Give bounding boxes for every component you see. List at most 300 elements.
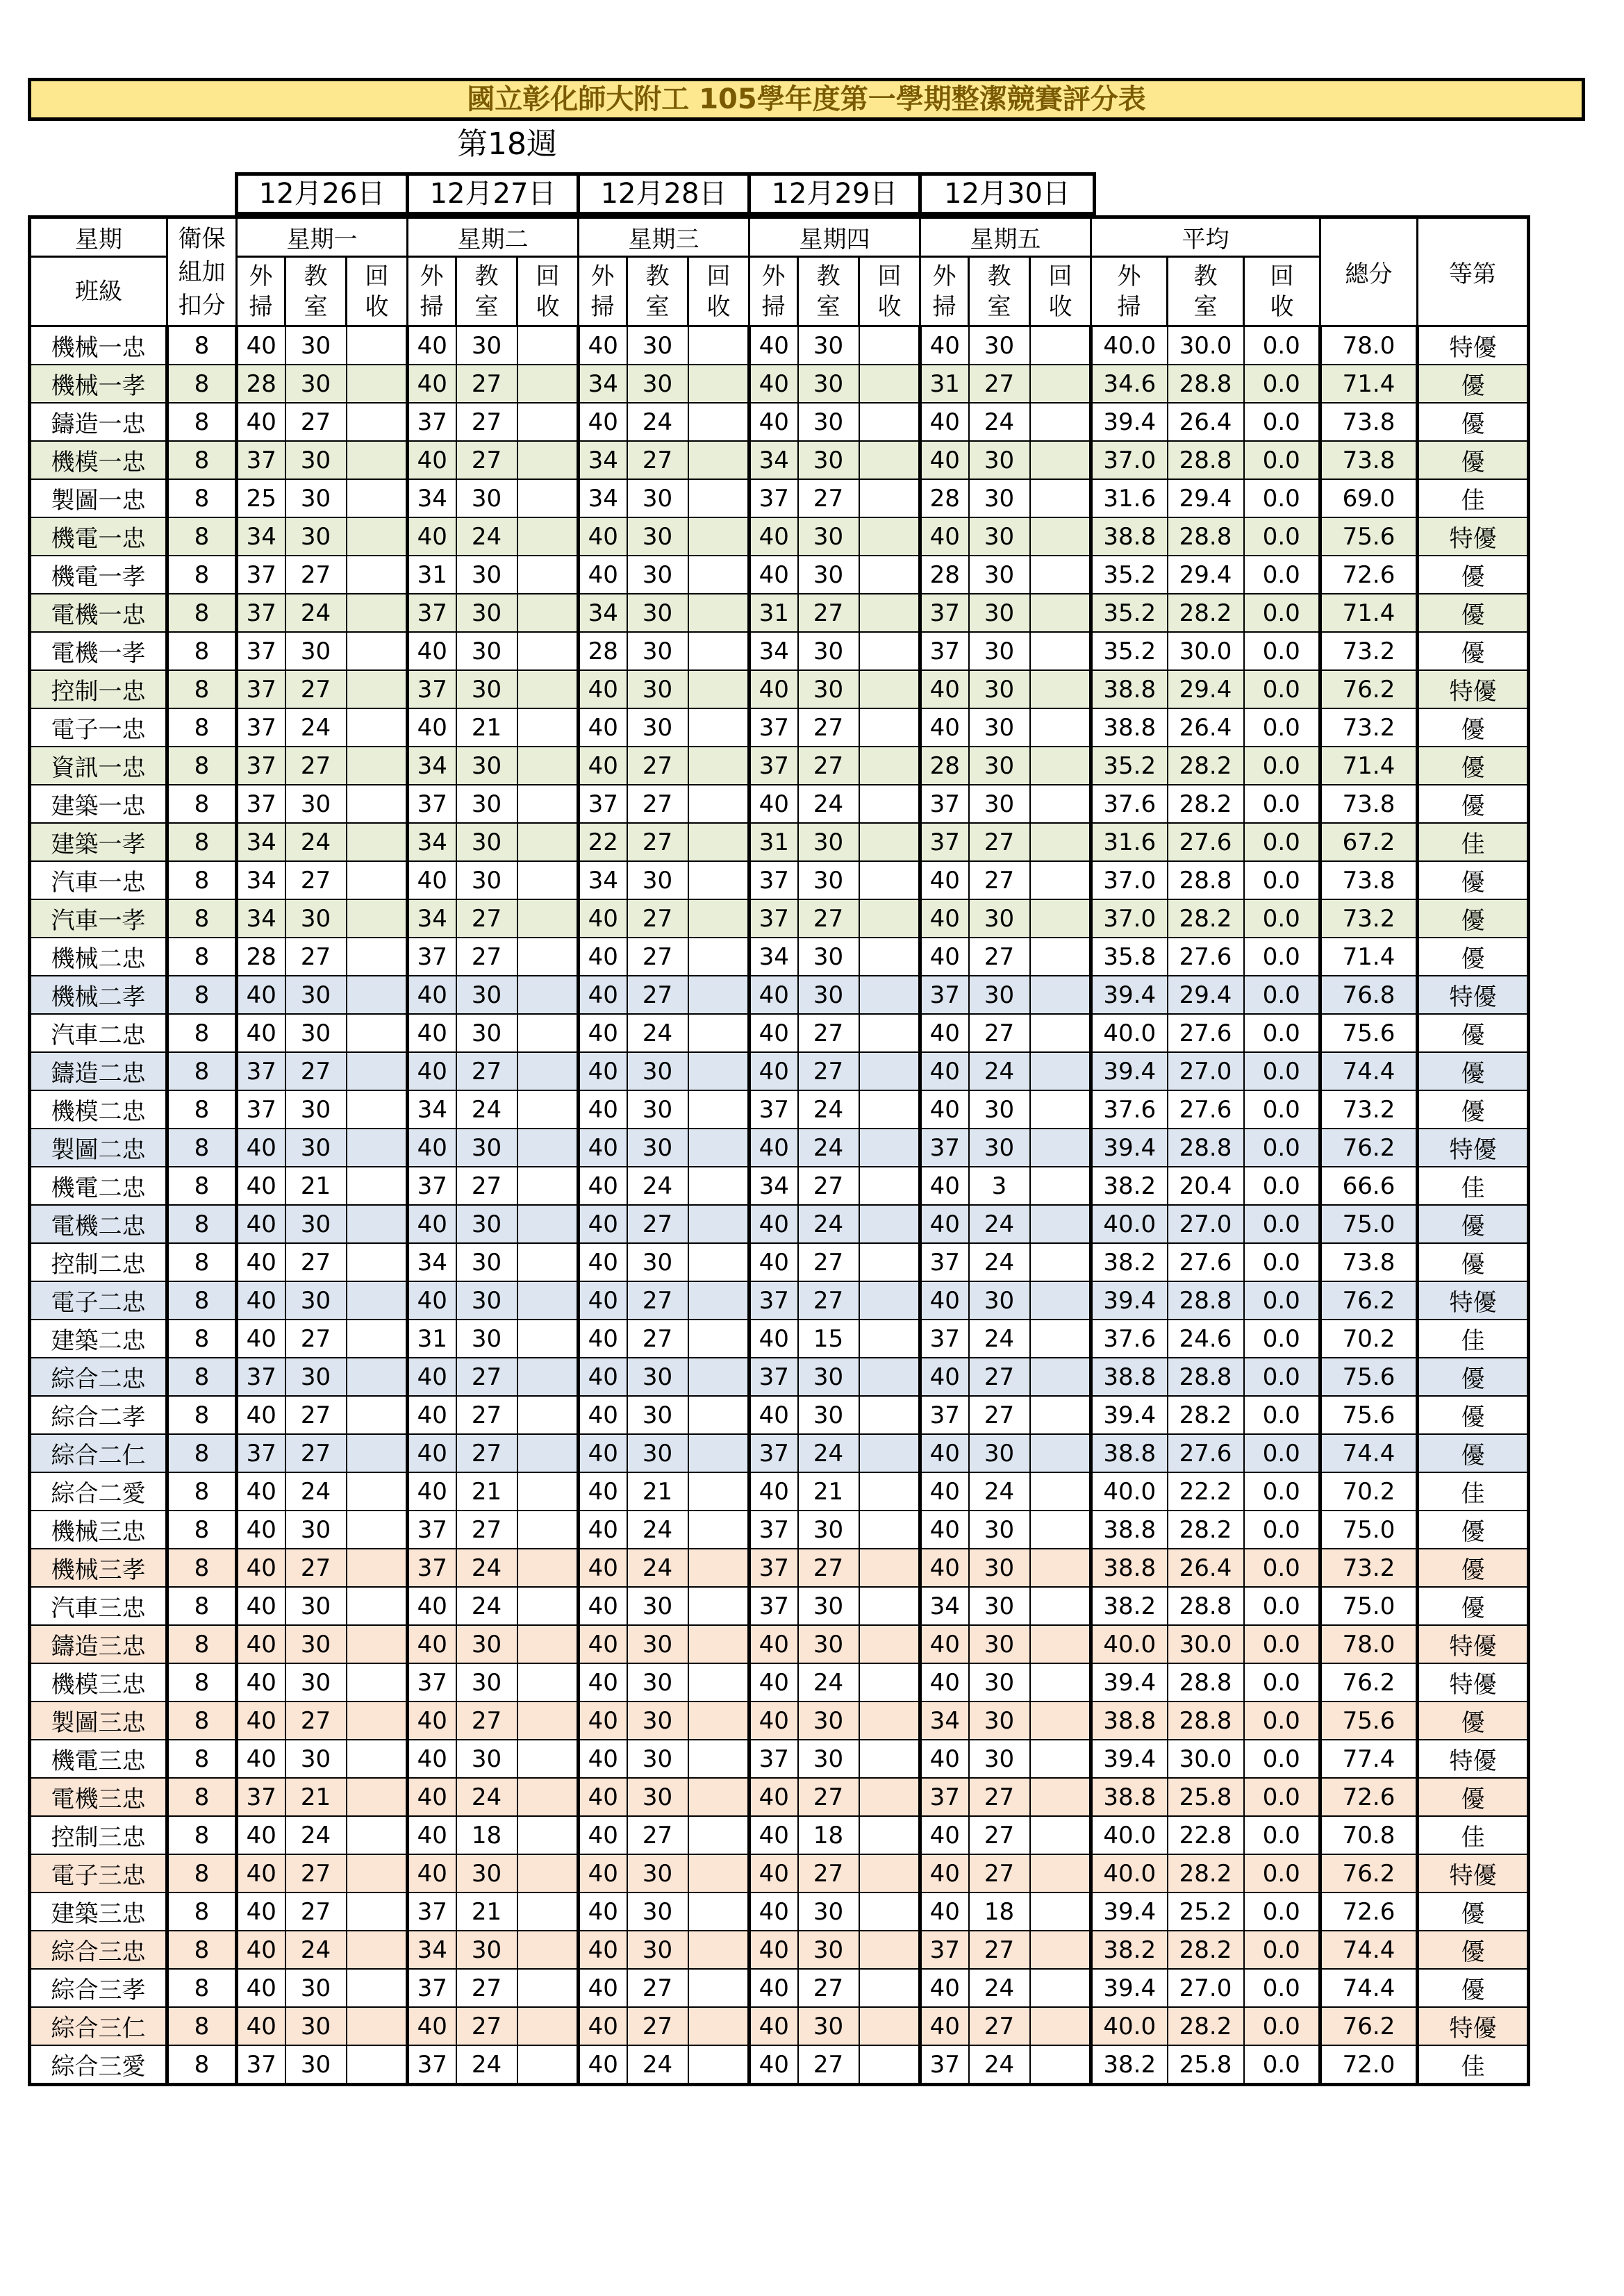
- score-cell: 8: [167, 1969, 237, 2007]
- score-cell: 27: [969, 2007, 1030, 2045]
- score-cell: [1030, 1549, 1091, 1587]
- score-cell: 40: [749, 1663, 798, 1702]
- score-cell: [859, 365, 920, 403]
- score-cell: [859, 1740, 920, 1778]
- score-cell: [1030, 1358, 1091, 1396]
- score-cell: [1030, 2045, 1091, 2085]
- score-cell: 40: [579, 1969, 627, 2007]
- table-row: [30, 1892, 1529, 1931]
- score-cell: [517, 1243, 579, 1281]
- score-cell: [347, 861, 408, 899]
- table-row: [30, 1854, 1529, 1892]
- score-cell: 38.2: [1091, 1243, 1168, 1281]
- score-cell: 30: [798, 2007, 859, 2045]
- table-row: [30, 441, 1529, 479]
- score-cell: [688, 1320, 749, 1358]
- score-cell: 40: [579, 517, 627, 556]
- score-cell: 26.4: [1168, 708, 1244, 747]
- score-cell: 27: [456, 1434, 517, 1472]
- score-cell: 40: [749, 1320, 798, 1358]
- score-cell: 37: [237, 632, 285, 670]
- score-cell: [347, 1434, 408, 1472]
- score-cell: [859, 1167, 920, 1205]
- date-label: 12月30日: [944, 178, 1070, 210]
- score-cell: 0.0: [1244, 823, 1320, 861]
- score-cell: [517, 365, 579, 403]
- score-cell: 0.0: [1244, 1549, 1320, 1587]
- table-row: [30, 1052, 1529, 1090]
- score-cell: 37: [408, 670, 456, 708]
- score-cell: 37.0: [1091, 861, 1168, 899]
- score-cell: 28: [237, 938, 285, 976]
- score-cell: [517, 517, 579, 556]
- score-cell: 27.6: [1168, 1014, 1244, 1052]
- score-cell: 40: [408, 1854, 456, 1892]
- score-cell: [517, 785, 579, 823]
- score-cell: 8: [167, 556, 237, 594]
- score-cell: 24: [285, 823, 347, 861]
- score-cell: 21: [627, 1472, 688, 1511]
- score-cell: [1030, 2007, 1091, 2045]
- score-cell: 30: [969, 556, 1030, 594]
- score-cell: 28.2: [1168, 594, 1244, 632]
- score-cell: 28.2: [1168, 747, 1244, 785]
- score-cell: 8: [167, 747, 237, 785]
- score-cell: 40: [749, 1129, 798, 1167]
- score-cell: 0.0: [1244, 365, 1320, 403]
- score-cell: 8: [167, 1243, 237, 1281]
- score-cell: 27: [456, 403, 517, 441]
- score-cell: 8: [167, 1587, 237, 1625]
- score-cell: [859, 747, 920, 785]
- score-cell: 24: [627, 2045, 688, 2085]
- score-cell: 30: [627, 1740, 688, 1778]
- score-cell: 40: [920, 1167, 969, 1205]
- score-cell: 30: [456, 1014, 517, 1052]
- score-cell: [347, 479, 408, 517]
- grade-cell: 優: [1418, 1549, 1529, 1587]
- score-cell: 37: [408, 1892, 456, 1931]
- score-cell: 40: [749, 556, 798, 594]
- score-cell: [517, 1090, 579, 1129]
- score-cell: 40: [237, 976, 285, 1014]
- score-cell: 40: [920, 1892, 969, 1931]
- score-cell: 40: [749, 1931, 798, 1969]
- table-row: [30, 1549, 1529, 1587]
- score-cell: 27: [627, 938, 688, 976]
- score-cell: 8: [167, 1434, 237, 1472]
- score-cell: 70.2: [1320, 1320, 1418, 1358]
- average-header: 平均: [1091, 217, 1320, 257]
- score-cell: 8: [167, 1625, 237, 1663]
- score-cell: [347, 976, 408, 1014]
- score-cell: 24: [456, 1778, 517, 1816]
- score-cell: 30.0: [1168, 326, 1244, 365]
- score-cell: 30: [285, 1358, 347, 1396]
- grade-cell: 優: [1418, 365, 1529, 403]
- score-cell: [1030, 785, 1091, 823]
- score-cell: 21: [456, 1472, 517, 1511]
- score-cell: 27: [285, 1052, 347, 1090]
- table-row: [30, 479, 1529, 517]
- score-cell: 30: [627, 1129, 688, 1167]
- score-cell: 34: [237, 517, 285, 556]
- score-cell: 34.6: [1091, 365, 1168, 403]
- score-cell: 30: [798, 938, 859, 976]
- score-cell: 37: [749, 899, 798, 938]
- score-cell: [517, 403, 579, 441]
- score-cell: 35.2: [1091, 747, 1168, 785]
- score-cell: 28: [920, 747, 969, 785]
- score-cell: [859, 1052, 920, 1090]
- score-cell: 37: [408, 594, 456, 632]
- score-cell: 40: [920, 1511, 969, 1549]
- grade-cell: 特優: [1418, 326, 1529, 365]
- score-cell: 39.4: [1091, 1969, 1168, 2007]
- score-cell: [688, 479, 749, 517]
- grade-cell: 優: [1418, 1778, 1529, 1816]
- score-cell: 8: [167, 670, 237, 708]
- score-cell: 28.8: [1168, 1358, 1244, 1396]
- score-cell: [517, 1014, 579, 1052]
- score-cell: 8: [167, 1167, 237, 1205]
- score-cell: 27.6: [1168, 1434, 1244, 1472]
- score-cell: 37: [408, 1167, 456, 1205]
- score-cell: [688, 632, 749, 670]
- class-name-cell: 電機二忠: [30, 1205, 167, 1243]
- score-cell: [517, 1663, 579, 1702]
- grade-cell: 特優: [1418, 1740, 1529, 1778]
- grade-cell: 優: [1418, 1090, 1529, 1129]
- score-cell: 38.8: [1091, 1549, 1168, 1587]
- score-cell: 8: [167, 632, 237, 670]
- score-cell: 30: [285, 1663, 347, 1702]
- score-cell: [1030, 1396, 1091, 1434]
- score-cell: 40: [579, 2045, 627, 2085]
- grade-cell: 優: [1418, 1052, 1529, 1090]
- class-name-cell: 電子一忠: [30, 708, 167, 747]
- score-cell: 37: [920, 2045, 969, 2085]
- score-cell: 37: [749, 1281, 798, 1320]
- score-cell: [347, 899, 408, 938]
- score-cell: 8: [167, 479, 237, 517]
- score-cell: 39.4: [1091, 1663, 1168, 1702]
- score-cell: [517, 479, 579, 517]
- score-cell: 27: [627, 747, 688, 785]
- score-cell: 40: [749, 1854, 798, 1892]
- score-cell: 30: [285, 479, 347, 517]
- score-cell: 30: [969, 632, 1030, 670]
- score-cell: 38.8: [1091, 708, 1168, 747]
- score-cell: 8: [167, 1052, 237, 1090]
- class-name-cell: 鑄造三忠: [30, 1625, 167, 1663]
- score-cell: 30: [627, 1358, 688, 1396]
- score-cell: 40: [749, 785, 798, 823]
- score-cell: 38.8: [1091, 1434, 1168, 1472]
- table-row: [30, 556, 1529, 594]
- score-cell: [1030, 1740, 1091, 1778]
- score-cell: 34: [579, 861, 627, 899]
- score-cell: 24: [798, 1090, 859, 1129]
- score-cell: 40: [579, 1014, 627, 1052]
- table-row: [30, 1931, 1529, 1969]
- score-cell: [859, 1129, 920, 1167]
- grade-cell: 特優: [1418, 670, 1529, 708]
- score-cell: [688, 1243, 749, 1281]
- score-cell: 24: [627, 1014, 688, 1052]
- score-cell: 75.6: [1320, 517, 1418, 556]
- score-cell: 27: [798, 708, 859, 747]
- score-cell: 24: [798, 1434, 859, 1472]
- score-cell: [859, 861, 920, 899]
- score-cell: 0.0: [1244, 441, 1320, 479]
- table-row: [30, 1969, 1529, 2007]
- score-cell: 31: [749, 823, 798, 861]
- score-cell: 30: [285, 1625, 347, 1663]
- score-cell: 8: [167, 2007, 237, 2045]
- score-cell: 40: [579, 1931, 627, 1969]
- score-cell: 30: [627, 594, 688, 632]
- score-cell: 30: [798, 1587, 859, 1625]
- score-cell: 27: [969, 365, 1030, 403]
- score-cell: [859, 1702, 920, 1740]
- class-name-cell: 機電二忠: [30, 1167, 167, 1205]
- table-row: [30, 1740, 1529, 1778]
- score-cell: 0.0: [1244, 1625, 1320, 1663]
- score-cell: 39.4: [1091, 1396, 1168, 1434]
- score-cell: 25.8: [1168, 1778, 1244, 1816]
- score-cell: 40: [749, 1396, 798, 1434]
- score-cell: 27: [798, 1549, 859, 1587]
- score-cell: [859, 594, 920, 632]
- score-cell: [1030, 1854, 1091, 1892]
- score-cell: 24: [627, 403, 688, 441]
- score-cell: 37: [920, 823, 969, 861]
- score-cell: [1030, 861, 1091, 899]
- score-cell: 77.4: [1320, 1740, 1418, 1778]
- score-cell: 8: [167, 938, 237, 976]
- score-cell: 24: [285, 1472, 347, 1511]
- score-cell: 24: [627, 1549, 688, 1587]
- score-cell: [347, 2007, 408, 2045]
- score-cell: 0.0: [1244, 670, 1320, 708]
- score-cell: [347, 1931, 408, 1969]
- score-cell: 30: [798, 823, 859, 861]
- score-cell: 40: [749, 1816, 798, 1854]
- score-cell: 40: [920, 403, 969, 441]
- score-cell: 0.0: [1244, 1587, 1320, 1625]
- score-cell: 38.2: [1091, 2045, 1168, 2085]
- score-cell: 37: [408, 1969, 456, 2007]
- class-name-cell: 機械一忠: [30, 326, 167, 365]
- score-cell: 40: [920, 1052, 969, 1090]
- score-cell: 30: [627, 1090, 688, 1129]
- score-cell: [517, 1472, 579, 1511]
- score-cell: 30: [627, 1931, 688, 1969]
- score-cell: 30: [456, 1931, 517, 1969]
- score-cell: 31.6: [1091, 479, 1168, 517]
- score-cell: 30: [798, 1511, 859, 1549]
- grade-cell: 優: [1418, 403, 1529, 441]
- score-cell: [517, 1320, 579, 1358]
- score-cell: 30: [285, 1740, 347, 1778]
- deduct-header-line: 扣分: [178, 291, 226, 319]
- score-cell: 28.2: [1168, 785, 1244, 823]
- score-cell: [859, 479, 920, 517]
- score-cell: 27.0: [1168, 1969, 1244, 2007]
- score-cell: 30: [456, 1320, 517, 1358]
- grade-cell: 佳: [1418, 2045, 1529, 2085]
- score-cell: [859, 517, 920, 556]
- score-cell: 37: [237, 441, 285, 479]
- score-cell: [347, 594, 408, 632]
- score-cell: 27: [456, 2007, 517, 2045]
- class-name-cell: 鑄造二忠: [30, 1052, 167, 1090]
- class-name-cell: 電子二忠: [30, 1281, 167, 1320]
- class-name-cell: 製圖三忠: [30, 1702, 167, 1740]
- score-cell: [347, 1854, 408, 1892]
- score-cell: 0.0: [1244, 556, 1320, 594]
- score-cell: 74.4: [1320, 1434, 1418, 1472]
- score-cell: 30: [627, 1854, 688, 1892]
- sub-header: 外 掃: [920, 257, 969, 326]
- score-cell: 0.0: [1244, 632, 1320, 670]
- class-name-cell: 建築二忠: [30, 1320, 167, 1358]
- score-cell: 37: [749, 861, 798, 899]
- score-cell: 8: [167, 976, 237, 1014]
- score-cell: 27: [798, 1167, 859, 1205]
- weekday-label: 星期二: [408, 217, 579, 257]
- score-cell: [517, 1129, 579, 1167]
- score-cell: 28.2: [1168, 1931, 1244, 1969]
- score-cell: 76.2: [1320, 1281, 1418, 1320]
- class-name-cell: 機電三忠: [30, 1740, 167, 1778]
- table-row: [30, 1243, 1529, 1281]
- grade-cell: 特優: [1418, 1854, 1529, 1892]
- score-cell: 30: [627, 1778, 688, 1816]
- score-cell: 37: [237, 747, 285, 785]
- table-row: [30, 1625, 1529, 1663]
- score-cell: 18: [969, 1892, 1030, 1931]
- score-cell: 31: [749, 594, 798, 632]
- table-row: [30, 1396, 1529, 1434]
- class-name-cell: 機械二孝: [30, 976, 167, 1014]
- score-cell: 27: [285, 403, 347, 441]
- score-cell: [859, 556, 920, 594]
- score-cell: [688, 326, 749, 365]
- score-cell: 37: [749, 1358, 798, 1396]
- class-header: 班級: [30, 257, 167, 326]
- score-cell: 70.8: [1320, 1816, 1418, 1854]
- score-cell: 0.0: [1244, 2045, 1320, 2085]
- score-cell: [347, 517, 408, 556]
- score-cell: 30: [456, 326, 517, 365]
- grade-cell: 佳: [1418, 479, 1529, 517]
- score-cell: [859, 1625, 920, 1663]
- score-cell: 37: [749, 1090, 798, 1129]
- score-cell: [1030, 1969, 1091, 2007]
- score-cell: 40: [920, 2007, 969, 2045]
- score-cell: [688, 517, 749, 556]
- score-cell: 40.0: [1091, 326, 1168, 365]
- score-cell: [688, 1549, 749, 1587]
- score-cell: [859, 1969, 920, 2007]
- score-cell: 72.0: [1320, 2045, 1418, 2085]
- score-cell: [347, 403, 408, 441]
- score-cell: 75.6: [1320, 1358, 1418, 1396]
- table-row: [30, 938, 1529, 976]
- score-cell: 40: [579, 326, 627, 365]
- score-cell: 28.2: [1168, 1854, 1244, 1892]
- score-cell: [347, 1281, 408, 1320]
- score-cell: 24: [798, 1663, 859, 1702]
- score-cell: 30: [627, 1702, 688, 1740]
- class-name-cell: 控制一忠: [30, 670, 167, 708]
- score-cell: 30: [969, 1587, 1030, 1625]
- score-cell: [1030, 1129, 1091, 1167]
- score-cell: 27: [627, 785, 688, 823]
- score-cell: 40: [920, 1549, 969, 1587]
- score-cell: 24: [456, 1549, 517, 1587]
- score-cell: 40: [579, 1281, 627, 1320]
- score-cell: 37.6: [1091, 785, 1168, 823]
- score-cell: [517, 556, 579, 594]
- score-cell: [688, 899, 749, 938]
- score-cell: 40: [920, 1663, 969, 1702]
- score-cell: 0.0: [1244, 785, 1320, 823]
- score-cell: 40: [579, 899, 627, 938]
- score-cell: [859, 1396, 920, 1434]
- score-cell: 26.4: [1168, 1549, 1244, 1587]
- score-cell: 40: [579, 1090, 627, 1129]
- score-cell: 40: [579, 670, 627, 708]
- score-cell: 40: [408, 1129, 456, 1167]
- score-cell: [347, 1205, 408, 1243]
- score-cell: 8: [167, 1281, 237, 1320]
- score-cell: 40: [237, 1892, 285, 1931]
- score-cell: 30: [627, 1052, 688, 1090]
- score-cell: [1030, 556, 1091, 594]
- score-cell: 40: [579, 1778, 627, 1816]
- score-cell: [347, 1740, 408, 1778]
- deduct-header: [167, 217, 237, 326]
- score-cell: 27: [285, 1396, 347, 1434]
- score-cell: [517, 1205, 579, 1243]
- weekday-label: 星期三: [579, 217, 749, 257]
- grade-cell: 優: [1418, 938, 1529, 976]
- score-cell: 40: [408, 1587, 456, 1625]
- score-cell: 37.0: [1091, 441, 1168, 479]
- score-cell: [517, 1625, 579, 1663]
- score-cell: 25: [237, 479, 285, 517]
- score-cell: 30: [627, 517, 688, 556]
- sub-header: 回 收: [688, 257, 749, 326]
- score-cell: 30: [798, 1396, 859, 1434]
- score-cell: 37.0: [1091, 899, 1168, 938]
- score-cell: 27: [969, 1816, 1030, 1854]
- score-cell: 76.2: [1320, 1129, 1418, 1167]
- score-cell: 24: [969, 1205, 1030, 1243]
- score-cell: [1030, 899, 1091, 938]
- score-cell: [517, 1969, 579, 2007]
- score-cell: 30: [456, 1243, 517, 1281]
- score-cell: 40: [749, 2007, 798, 2045]
- score-cell: [859, 1205, 920, 1243]
- score-cell: 30: [456, 594, 517, 632]
- table-row: [30, 365, 1529, 403]
- grade-cell: 優: [1418, 441, 1529, 479]
- table-row: [30, 899, 1529, 938]
